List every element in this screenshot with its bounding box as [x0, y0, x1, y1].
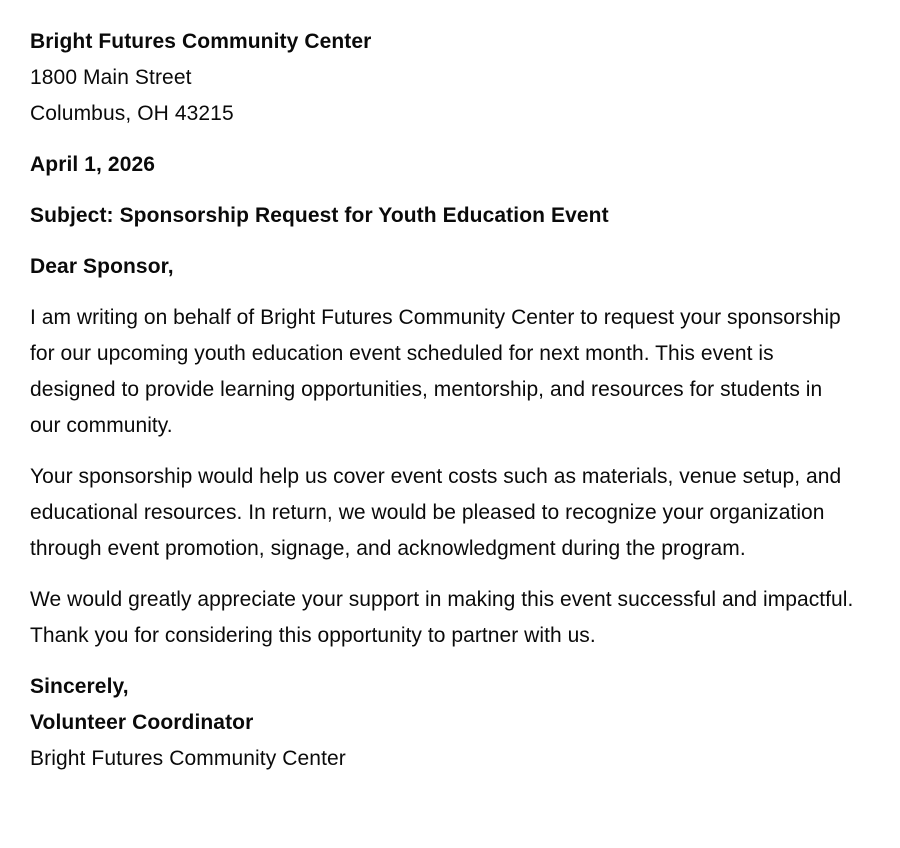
- letterhead-street: 1800 Main Street: [30, 66, 192, 89]
- body-paragraph-3: We would greatly appreciate your support in making this event successful and impactful. Thank you for considering this opportunity to partner with us.: [30, 588, 854, 647]
- closing-title: Volunteer Coordinator: [30, 711, 254, 734]
- letterhead-organization: Bright Futures Community Center: [30, 30, 372, 53]
- letter-body: [30, 24, 858, 777]
- letter-subject: Subject: Sponsorship Request for Youth Education Event: [30, 204, 609, 227]
- letter-salutation: Dear Sponsor,: [30, 255, 174, 278]
- body-paragraph-1: I am writing on behalf of Bright Futures Community Center to request your sponsorship for our upcoming youth education event scheduled for next month. This event is designed to provide learning opportunities, mentorship, and resources for students in our community.: [30, 306, 841, 437]
- letter-date: April 1, 2026: [30, 153, 156, 176]
- date-block: [30, 147, 858, 183]
- closing-organization: Bright Futures Community Center: [30, 747, 346, 770]
- letterhead-block: [30, 24, 858, 132]
- closing-block: [30, 669, 858, 777]
- salutation-block: [30, 249, 858, 285]
- body-paragraph-2: Your sponsorship would help us cover event costs such as materials, venue setup, and educational resources. In return, we would be pleased to recognize your organization through event promotion, signage, and acknowledgment during the program.: [30, 465, 842, 560]
- subject-block: [30, 198, 858, 234]
- closing-valediction: Sincerely,: [30, 675, 129, 698]
- letterhead-city-state-zip: Columbus, OH 43215: [30, 102, 234, 125]
